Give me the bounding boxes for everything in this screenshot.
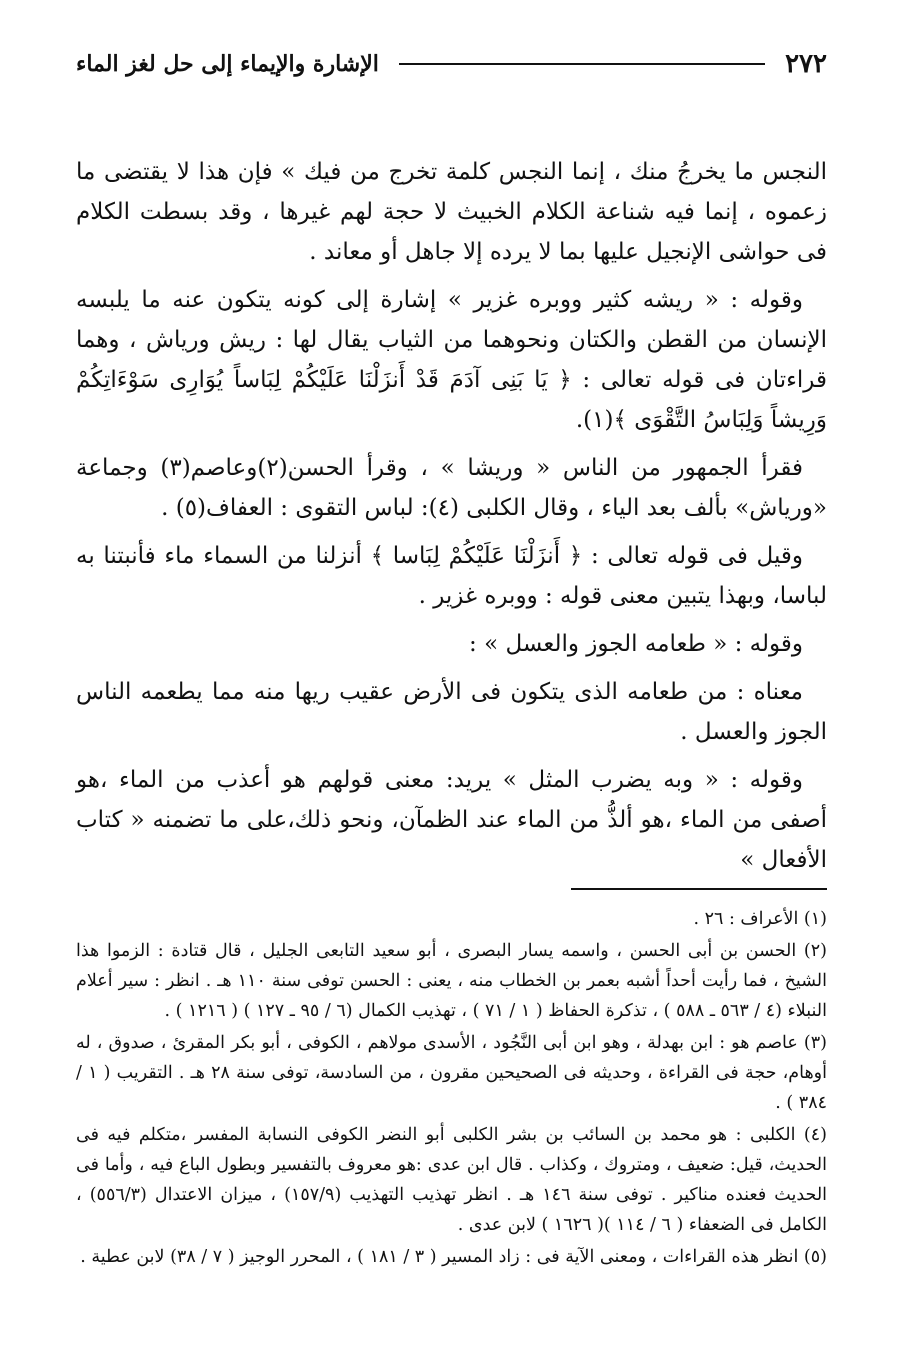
header-rule bbox=[399, 63, 765, 65]
paragraph: وقيل فى قوله تعالى : ﴿ أَنزَلْنَا عَلَيْكُمْ لِبَاسا ﴾ أنزلنا من السماء ماء فأنبتنا به لباسا، وبهذا يتبين معنى قوله : ووبره غزير . bbox=[76, 543, 827, 609]
paragraph: النجس ما يخرجُ منك ، إنما النجس كلمة تخرج من فيك » فإن هذا لا يقتضى ما زعموه ، إنما فيه شناعة الكلام الخبيث لا حجة لهم غيرها ، وقد بسطت الكلام فى حواشى الإنجيل عليها بما لا يرده إلا جاهل أو معاند . bbox=[76, 159, 827, 265]
running-title: الإشارة والإيماء إلى حل لغز الماء bbox=[76, 51, 379, 77]
paragraph: وقوله : « وبه يضرب المثل » يريد: معنى قولهم هو أعذب من الماء ،هو أصفى من الماء ،هو ألذُّ من الماء عند الظمآن، ونحو ذلك،على ما تضمنه « كتاب الأفعال » bbox=[76, 767, 827, 873]
paragraph: وقوله : « ريشه كثير ووبره غزير » إشارة إلى كونه يتكون عنه ما يلبسه الإنسان من القطن والكتان ونحوهما من الثياب يقال لها : ريش ورياش ، وهما قراءتان فى قوله تعالى : ﴿ يَا بَنِى آدَمَ قَدْ أَنزَلْنَا عَلَيْكُمْ لِبَاساً يُوَارِى سَوْءَاتِكُمْ وَرِيشاً وَلِبَاسُ التَّقْوَى ﴾(١). bbox=[76, 287, 828, 433]
footnotes bbox=[76, 904, 827, 1272]
footnote-separator bbox=[571, 888, 827, 890]
footnote: (٤) الكلبى : هو محمد بن السائب بن بشر الكلبى أبو النضر الكوفى النسابة المفسر ،متكلم فيه فى الحديث، قيل: ضعيف ، ومتروك ، وكذاب . قال ابن عدى :هو معروف بالتفسير وبطول الباع فيه ، وأما فى الحديث فعنده مناكير . توفى سنة ١٤٦ هـ . انظر تهذيب التهذيب (١٥٧/٩) ، ميزان الاعتدال (٥٥٦/٣) ، الكامل فى الضعفاء ( ٦ / ١١٤ )( ١٦٢٦ ) لابن عدى . bbox=[76, 1125, 828, 1235]
footnote: (٢) الحسن بن أبى الحسن ، واسمه يسار البصرى ، أبو سعيد التابعى الجليل ، قال قتادة : الزموا هذا الشيخ ، فما رأيت أحداً أشبه بعمر بن الخطاب منه ، يعنى : الحسن توفى سنة ١١٠ هـ . انظر : سير أعلام النبلاء (٤ / ٥٦٣ ـ ٥٨٨ ) ، تذكرة الحفاظ ( ١ / ٧١ ) ، تهذيب الكمال (٦ / ٩٥ ـ ١٢٧ ) ( ١٢١٦ ) . bbox=[76, 941, 827, 1021]
footnote: (١) الأعراف : ٢٦ . bbox=[693, 909, 827, 929]
footnote-separator-wrap bbox=[76, 888, 827, 890]
main-text bbox=[76, 152, 827, 880]
footnote: (٥) انظر هذه القراءات ، ومعنى الآية فى : زاد المسير ( ٣ / ١٨١ ) ، المحرر الوجيز ( ٧ / ٣٨) لابن عطية . bbox=[80, 1247, 827, 1267]
footnote: (٣) عاصم هو : ابن بهدلة ، وهو ابن أبى النَّجُود ، الأسدى مولاهم ، الكوفى ، أبو بكر المقرئ ، صدوق ، له أوهام، حجة فى القراءة ، وحديثه فى الصحيحين مقرون ، من السادسة، توفى سنة ٢٨ هـ . التقريب ( ١ / ٣٨٤ ) . bbox=[76, 1033, 827, 1113]
running-header bbox=[76, 40, 827, 88]
page-number: ٢٧٢ bbox=[785, 49, 827, 79]
paragraph: فقرأ الجمهور من الناس « وريشا » ، وقرأ الحسن(٢)وعاصم(٣) وجماعة «ورياش» بألف بعد الياء ، وقال الكلبى (٤): لباس التقوى : العفاف(٥) . bbox=[76, 455, 827, 521]
paragraph: معناه : من طعامه الذى يتكون فى الأرض عقيب ريها منه مما يطعمه الناس الجوز والعسل . bbox=[76, 679, 827, 745]
paragraph: وقوله : « طعامه الجوز والعسل » : bbox=[469, 631, 803, 657]
